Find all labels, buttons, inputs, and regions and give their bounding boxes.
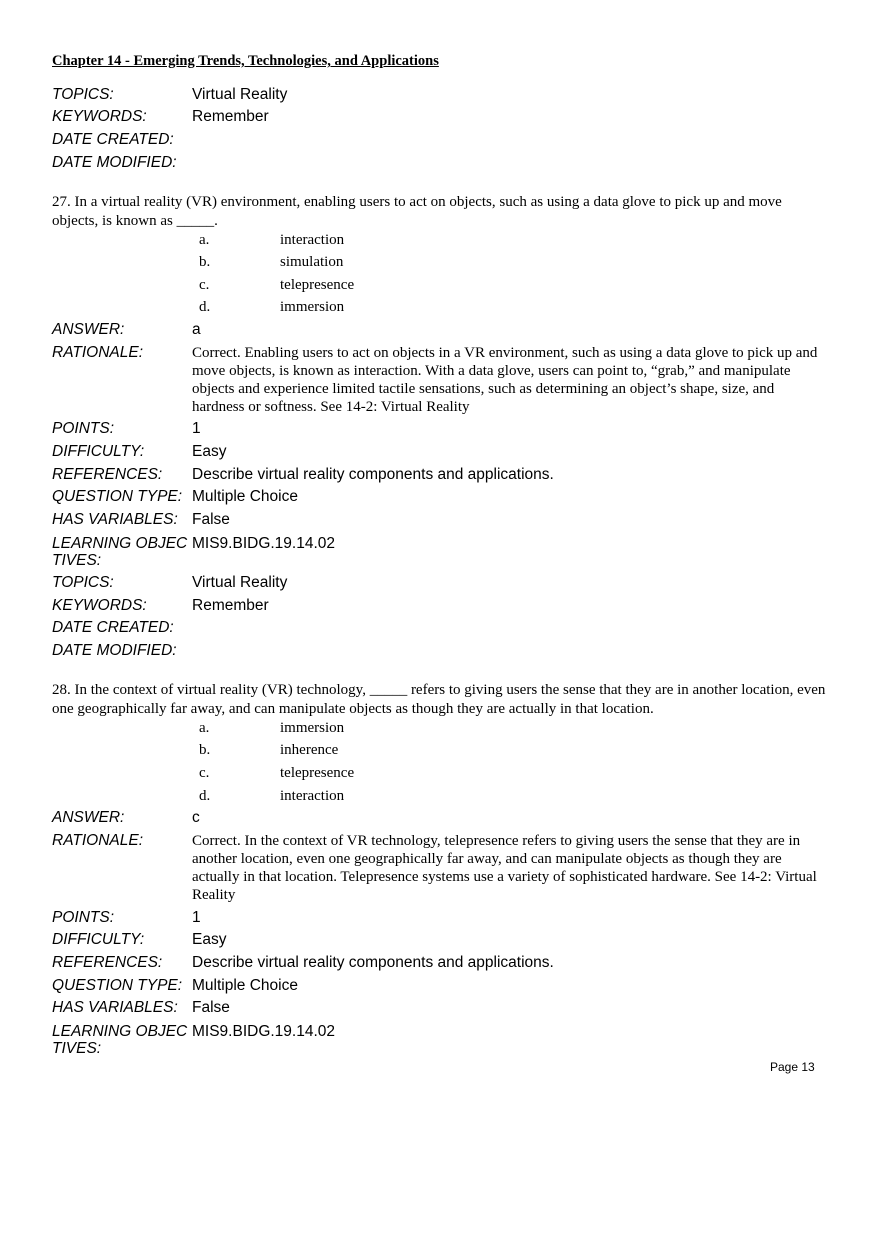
value: Multiple Choice [192,488,298,505]
label: HAS VARIABLES: [52,999,178,1016]
label: QUESTION TYPE: [52,488,183,505]
question-stem: 27. In a virtual reality (VR) environment, enabling users to act on objects, such as using a data glove to pick up and move objects, is known as _____. [52,194,782,229]
learning-objectives-value: MIS9.BIDG.19.14.02 [192,1023,336,1040]
option-letter: a. [199,720,210,736]
learning-objectives-label: LEARNING OBJECTIVES: [52,535,188,569]
option-letter: c. [199,277,210,293]
value: False [192,999,230,1016]
label: DATE MODIFIED: [52,154,177,171]
option-text: immersion [280,299,345,315]
label: POINTS: [52,420,115,437]
label: ANSWER: [52,809,125,826]
option-text: interaction [280,232,345,248]
option-letter: c. [199,765,210,781]
rationale-text: Correct. Enabling users to act on objects in a VR environment, such as using a data glove to pick up and move objects, is known as interaction. With a data glove, users can point to, “grab,” and manipulate objects and experience limited tactile sensations, such as determining an object’s shape, size, and hardness or softness. See 14-2: Virtual Reality [192,345,818,415]
label: DATE CREATED: [52,619,174,636]
learning-objectives-value: MIS9.BIDG.19.14.02 [192,535,336,552]
value: Remember [192,108,269,125]
value: a [192,321,201,338]
value: Virtual Reality [192,574,288,591]
label: DATE CREATED: [52,131,174,148]
question-stem: 28. In the context of virtual reality (VR) technology, _____ refers to giving users the sense that they are in another location, even one geographically far away, and can manipulate objects as though they are actually in that location. [52,682,826,717]
option-letter: d. [199,299,211,315]
option-text: telepresence [280,765,355,781]
label: REFERENCES: [52,466,163,483]
rationale-text: Correct. In the context of VR technology, telepresence refers to giving users the sense that they are in another location, even one geographically far away, and can manipulate objects as though they are actually in that location. Telepresence systems use a variety of sophisticated hardware. See 14-2: Virtual Reality [192,833,817,903]
rationale-label: RATIONALE: [52,344,144,361]
value: c [192,809,200,826]
value: Easy [192,443,227,460]
option-text: telepresence [280,277,355,293]
option-letter: d. [199,788,211,804]
label: HAS VARIABLES: [52,511,178,528]
option-letter: a. [199,232,210,248]
label: REFERENCES: [52,954,163,971]
value: False [192,511,230,528]
value: Multiple Choice [192,977,298,994]
label: QUESTION TYPE: [52,977,183,994]
value: Remember [192,597,269,614]
option-text: inherence [280,742,339,758]
option-text: simulation [280,254,344,270]
value: 1 [192,909,201,926]
label: DATE MODIFIED: [52,642,177,659]
value: 1 [192,420,201,437]
value: Describe virtual reality components and applications. [192,466,554,483]
option-text: immersion [280,720,345,736]
label: ANSWER: [52,321,125,338]
label: POINTS: [52,909,115,926]
value: Easy [192,931,227,948]
option-letter: b. [199,254,211,270]
rationale-label: RATIONALE: [52,832,144,849]
option-text: interaction [280,788,345,804]
learning-objectives-label: LEARNING OBJECTIVES: [52,1023,188,1057]
chapter-title: Chapter 14 - Emerging Trends, Technologies, and Applications [52,53,439,69]
label: KEYWORDS: [52,108,147,125]
page-number: Page 13 [770,1060,815,1074]
label: DIFFICULTY: [52,931,145,948]
value: Virtual Reality [192,86,288,103]
option-letter: b. [199,742,211,758]
value: Describe virtual reality components and applications. [192,954,554,971]
label: TOPICS: [52,86,114,103]
label: DIFFICULTY: [52,443,145,460]
label: KEYWORDS: [52,597,147,614]
label: TOPICS: [52,574,114,591]
